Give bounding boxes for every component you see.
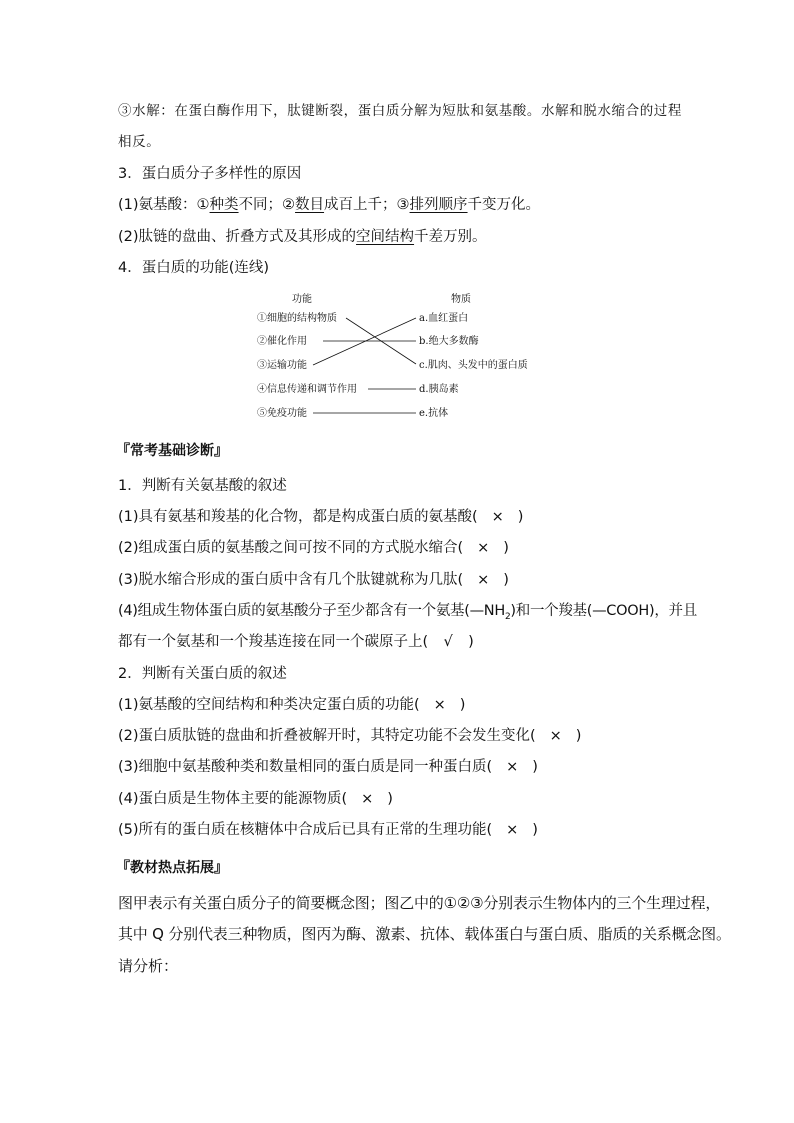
text-segment: (2)肽链的盘曲、折叠方式及其形成的 xyxy=(118,229,357,245)
diagram-right-item: a.血红蛋白 xyxy=(419,313,469,324)
diagram-right-item: e.抗体 xyxy=(419,408,449,419)
item-text: (3)细胞中氨基酸种类和数量相同的蛋白质是同一种蛋白质( xyxy=(118,759,493,775)
judgment-mark: × xyxy=(477,540,490,556)
matching-diagram xyxy=(250,288,550,426)
item-close: ) xyxy=(517,509,524,525)
judgment-mark: × xyxy=(506,822,519,838)
judgment-item xyxy=(118,507,684,527)
section-3-item-2 xyxy=(118,227,684,247)
item-text: (2)蛋白质肽链的盘曲和折叠被解开时，其特定功能不会发生变化( xyxy=(118,728,536,744)
judgment-item xyxy=(118,789,684,809)
text-segment: 成百上千；③ xyxy=(324,197,410,213)
expansion-line-1: 图甲表示有关蛋白质分子的简要概念图；图乙中的①②③分别表示生物体内的三个生理过程， xyxy=(118,894,721,912)
item-text: )和一个羧基(—COOH)，并且 xyxy=(510,603,697,619)
hydrolysis-line-2: 相反。 xyxy=(118,134,161,150)
section-title-expansion: 『教材热点拓展』 xyxy=(116,860,228,876)
section-title-diagnosis: 『常考基础诊断』 xyxy=(116,443,228,459)
underlined-answer: 空间结构 xyxy=(356,229,415,245)
item-close: ) xyxy=(532,759,538,775)
item-text: (1)氨基酸的空间结构和种类决定蛋白质的功能( xyxy=(118,697,420,713)
section-title-text: 常考基础诊断 xyxy=(130,443,214,459)
item-close: ) xyxy=(503,540,509,556)
question-1-heading: 1．判断有关氨基酸的叙述 xyxy=(118,478,287,494)
diagram-left-item: ①细胞的结构物质 xyxy=(257,313,337,324)
item-close: ) xyxy=(387,791,393,807)
item-close: ) xyxy=(468,634,474,650)
item-text: (4)蛋白质是生物体主要的能源物质( xyxy=(118,791,348,807)
expansion-line-3: 请分析： xyxy=(118,957,179,975)
judgment-item-4-line-2 xyxy=(118,632,684,652)
judgment-mark: × xyxy=(361,791,374,807)
judgment-mark: × xyxy=(477,572,490,588)
text-segment: 千变万化。 xyxy=(467,197,541,213)
item-text: (2)组成蛋白质的氨基酸之间可按不同的方式脱水缩合( xyxy=(118,540,464,556)
item-close: ) xyxy=(503,572,509,588)
match-line-3a xyxy=(313,318,416,365)
item-text: (3)脱水缩合形成的蛋白质中含有几个肽键就称为几肽( xyxy=(118,572,464,588)
diagram-right-header: 物质 xyxy=(451,294,471,305)
expansion-line-2: 其中 Q 分别代表三种物质，图丙为酶、激素、抗体、载体蛋白与蛋白质、脂质的关系概念图。 xyxy=(118,925,731,943)
item-close: ) xyxy=(575,728,582,744)
judgment-item xyxy=(118,695,684,715)
diagram-left-header: 功能 xyxy=(292,294,312,305)
diagram-left-item: ④信息传递和调节作用 xyxy=(257,384,357,395)
judgment-mark: √ xyxy=(443,634,453,650)
subscript: 2 xyxy=(504,611,511,622)
judgment-item xyxy=(118,757,684,777)
judgment-mark: × xyxy=(549,728,562,744)
section-title-text: 教材热点拓展 xyxy=(130,860,214,876)
diagram-left-item: ②催化作用 xyxy=(257,336,307,347)
diagram-left-item: ③运输功能 xyxy=(257,360,307,371)
judgment-item xyxy=(118,820,684,840)
diagram-right-item: d.胰岛素 xyxy=(419,384,459,395)
judgment-item-4-line-1 xyxy=(118,601,697,627)
diagram-left-item: ⑤免疫功能 xyxy=(257,408,307,419)
item-text: (5)所有的蛋白质在核糖体中合成后已具有正常的生理功能( xyxy=(118,822,493,838)
question-2-heading: 2．判断有关蛋白质的叙述 xyxy=(118,666,287,682)
underlined-answer: 数目 xyxy=(295,197,325,213)
text-segment: 千差万别。 xyxy=(414,229,487,245)
section-3-heading: 3．蛋白质分子多样性的原因 xyxy=(118,166,302,182)
judgment-mark: × xyxy=(506,759,519,775)
item-text: (1)具有氨基和羧基的化合物，都是构成蛋白质的氨基酸( xyxy=(118,509,478,525)
text-segment: (1)氨基酸：① xyxy=(118,197,210,213)
judgment-mark: × xyxy=(433,697,446,713)
item-close: ) xyxy=(532,822,538,838)
judgment-mark: × xyxy=(491,509,504,525)
item-close: ) xyxy=(459,697,466,713)
underlined-answer: 排列顺序 xyxy=(409,197,468,213)
judgment-item xyxy=(118,726,684,746)
judgment-item xyxy=(118,538,684,558)
text-segment: 不同；② xyxy=(238,197,296,213)
item-text: (4)组成生物体蛋白质的氨基酸分子至少都含有一个氨基(—NH xyxy=(118,603,505,619)
section-4-heading: 4．蛋白质的功能(连线) xyxy=(118,260,270,276)
diagram-right-item: c.肌肉、头发中的蛋白质 xyxy=(419,360,528,371)
judgment-item xyxy=(118,570,684,590)
underlined-answer: 种类 xyxy=(209,197,239,213)
section-3-item-1 xyxy=(118,195,684,215)
item-text: 都有一个氨基和一个羧基连接在同一个碳原子上( xyxy=(118,634,429,650)
diagram-right-item: b.绝大多数酶 xyxy=(419,336,479,347)
hydrolysis-line-1: ③水解：在蛋白酶作用下，肽键断裂，蛋白质分解为短肽和氨基酸。水解和脱水缩合的过程 xyxy=(118,103,682,119)
